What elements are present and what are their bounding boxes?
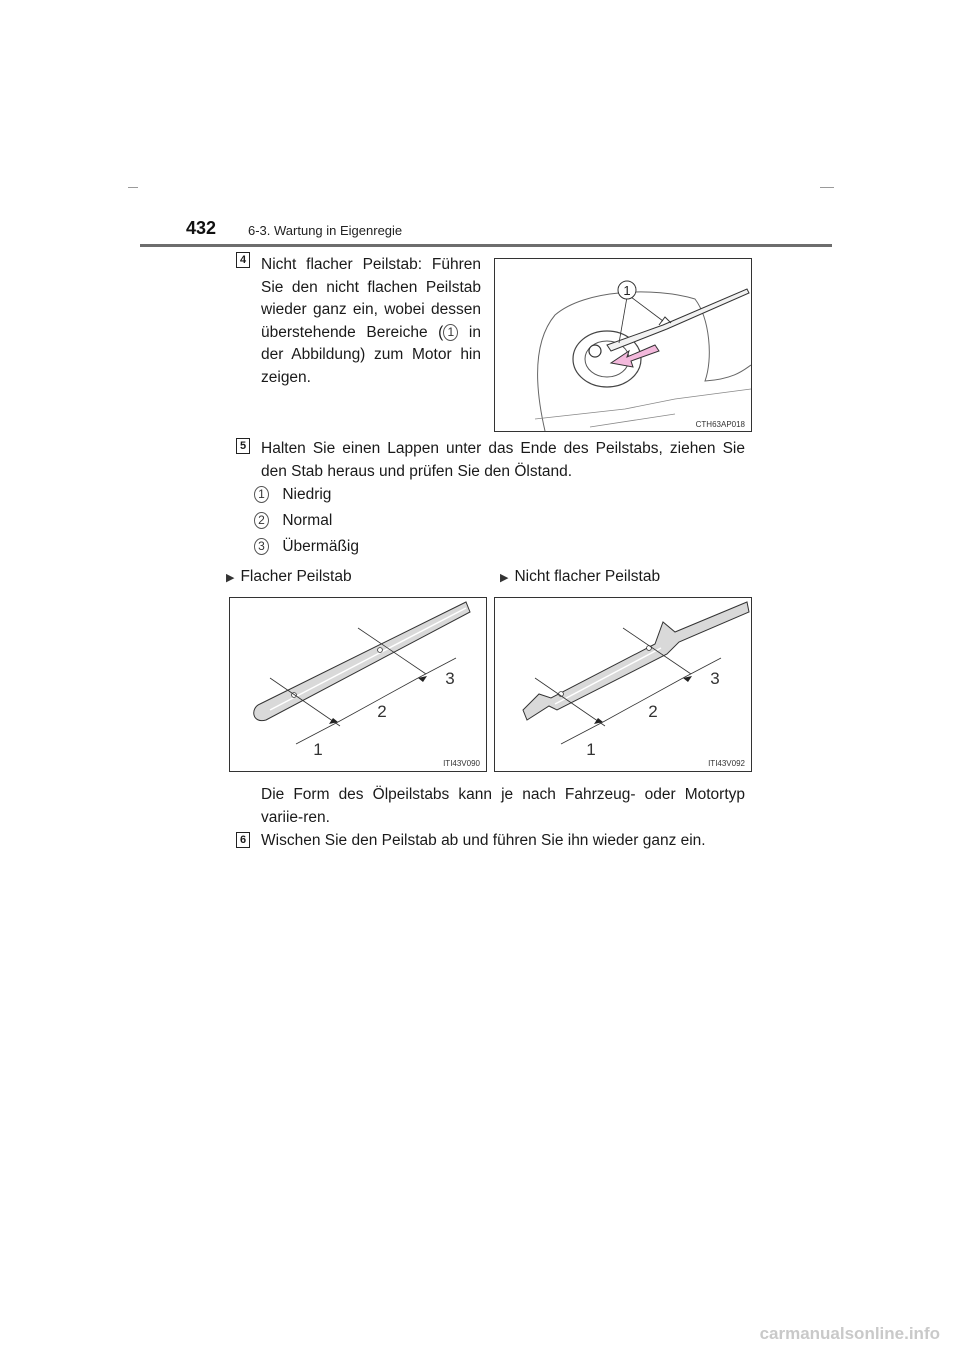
- figure-dipstick-insert: [494, 258, 752, 432]
- watermark[interactable]: carmanualsonline.info: [759, 1324, 940, 1343]
- figure-nonflat-dipstick-illustration: [495, 598, 751, 771]
- step4-text: [261, 254, 481, 389]
- figure-code-iti43v092: ITI43V092: [708, 759, 745, 768]
- figure-nonflat-dipstick: [494, 597, 752, 772]
- crop-mark-left: [128, 187, 138, 188]
- legend-label-1: Niedrig: [282, 486, 332, 503]
- legend-circle-1: 1: [254, 486, 269, 503]
- nonflat-dipstick-highlight: [555, 648, 661, 704]
- figure-title-nonflat: [500, 566, 660, 590]
- triangle-bullet-icon: ▶: [500, 572, 509, 584]
- label-3: 3: [710, 669, 720, 688]
- step4-ref-circle: 1: [443, 324, 458, 341]
- flat-dipstick-highlight: [270, 608, 466, 710]
- legend-circle-3: 3: [254, 538, 269, 555]
- step5-text: Halten Sie einen Lappen unter das Ende des Peilstabs, ziehen Sie den Stab heraus und prüfen Sie den Ölstand.: [261, 440, 745, 480]
- dimension-line-1: [561, 722, 603, 744]
- engine-lower-edge-2: [590, 414, 675, 427]
- figure-title-nonflat-text: Nicht flacher Peilstab: [514, 568, 661, 585]
- step-badge-6: 6: [236, 832, 250, 848]
- note-text: Die Form des Ölpeilstabs kann je nach Fahrzeug- oder Motortyp variie-ren.: [261, 786, 745, 826]
- figure-title-flat-text: Flacher Peilstab: [240, 568, 352, 585]
- figure-dipstick-insert-illustration: [495, 259, 751, 431]
- label-3: 3: [445, 669, 455, 688]
- callout-line-b: [631, 297, 663, 321]
- figure-title-flat: [226, 566, 352, 590]
- dipstick-handle-ring: [589, 345, 601, 357]
- figure-code-cth63ap018: CTH63AP018: [695, 420, 745, 429]
- label-1: 1: [586, 740, 596, 759]
- legend-item-2: [254, 510, 332, 533]
- step-badge-5: 5: [236, 438, 250, 454]
- legend-label-2: Normal: [282, 512, 333, 529]
- flat-dipstick-body: [254, 602, 470, 721]
- figure-code-iti43v090: ITI43V090: [443, 759, 480, 768]
- step4-text-before: Nicht flacher Peilstab: Führen Sie den nicht flachen Peilstab wieder ganz ein, wobei dessen überstehende Bereiche (: [261, 256, 481, 341]
- section-title: 6-3. Wartung in Eigenregie: [248, 223, 403, 238]
- dimension-line-2: [603, 678, 683, 722]
- legend-item-3: [254, 536, 359, 559]
- label-1: 1: [313, 740, 323, 759]
- step6-text: Wischen Sie den Peilstab ab und führen Sie ihn wieder ganz ein.: [261, 832, 706, 849]
- label-2: 2: [648, 702, 658, 721]
- crop-mark-right: [820, 187, 834, 188]
- legend-label-3: Übermäßig: [282, 538, 359, 555]
- triangle-bullet-icon: ▶: [226, 572, 235, 584]
- callout-label-1: 1: [623, 283, 631, 298]
- step-badge-4: 4: [236, 252, 250, 268]
- figure-flat-dipstick-illustration: [230, 598, 486, 771]
- figure-flat-dipstick: [229, 597, 487, 772]
- engine-lower-edge: [535, 389, 751, 419]
- page-number: 432: [186, 218, 217, 238]
- mark-high: [378, 648, 383, 653]
- step4-text-after: in der Abbildung) zum Motor hin zeigen.: [261, 323, 481, 386]
- legend-circle-2: 2: [254, 512, 269, 529]
- engine-outline: [538, 292, 751, 431]
- label-2: 2: [377, 702, 387, 721]
- legend-item-1: [254, 484, 331, 507]
- header-rule: [140, 244, 832, 247]
